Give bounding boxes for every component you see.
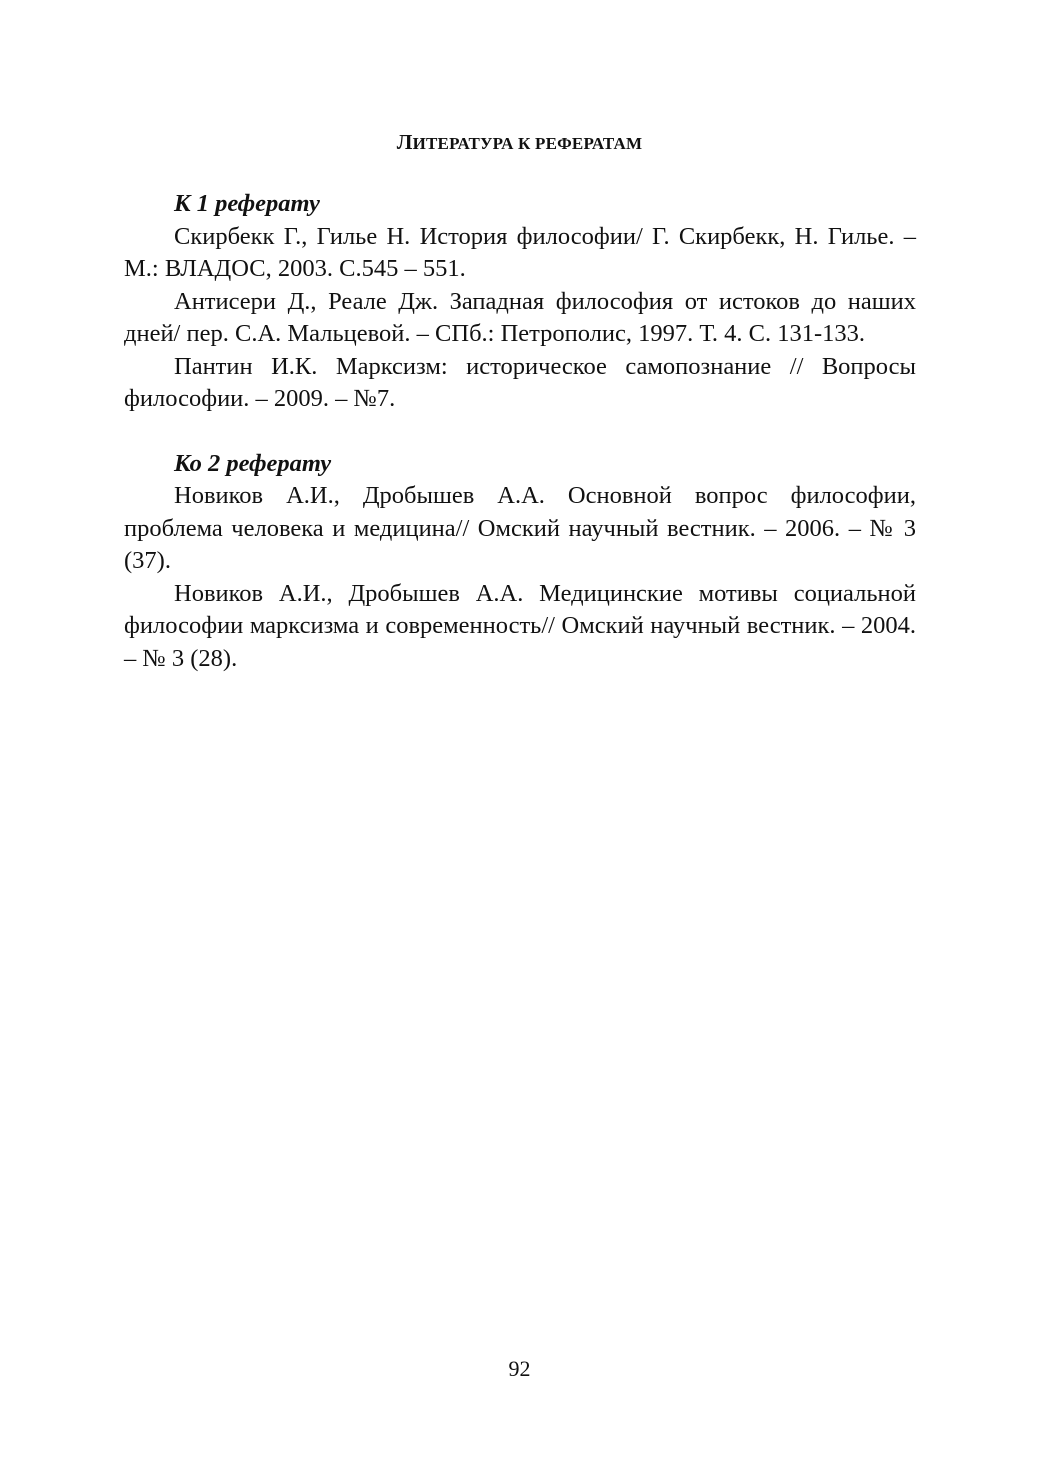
title-initial: Л xyxy=(396,130,413,154)
bibliography-entry: Скирбекк Г., Гилье Н. История философии/ Г. Скирбекк, Н. Гилье. – М.: ВЛАДОС, 2003. С.545 – 551. xyxy=(124,222,916,282)
bibliography-entry: Новиков А.И., Дробышев А.А. Медицинские мотивы социальной философии марксизма и современность// Омский научный вестник. – 2004. – № 3 (28). xyxy=(124,579,916,672)
bibliography-entry: Пантин И.К. Марксизм: историческое самопознание // Вопросы философии. – 2009. – №7. xyxy=(124,352,916,412)
section-heading: Ко 2 реферату xyxy=(174,449,332,477)
section-report-2 xyxy=(124,448,916,676)
section-heading: К 1 реферату xyxy=(174,190,320,217)
page-number: 92 xyxy=(508,1356,531,1381)
bibliography xyxy=(124,188,916,675)
section-report-1 xyxy=(124,188,916,416)
page-title xyxy=(0,130,1039,155)
title-rest: ИТЕРАТУРА К РЕФЕРАТАМ xyxy=(412,134,643,153)
bibliography-entry: Антисери Д., Реале Дж. Западная философия от истоков до наших дней/ пер. С.А. Мальцевой. – СПб.: Петрополис, 1997. Т. 4. С. 131-133. xyxy=(124,287,916,347)
bibliography-entry: Новиков А.И., Дробышев А.А. Основной вопрос философии, проблема человека и медицина// Омский научный вестник. – 2006. – № 3 (37). xyxy=(124,482,916,574)
